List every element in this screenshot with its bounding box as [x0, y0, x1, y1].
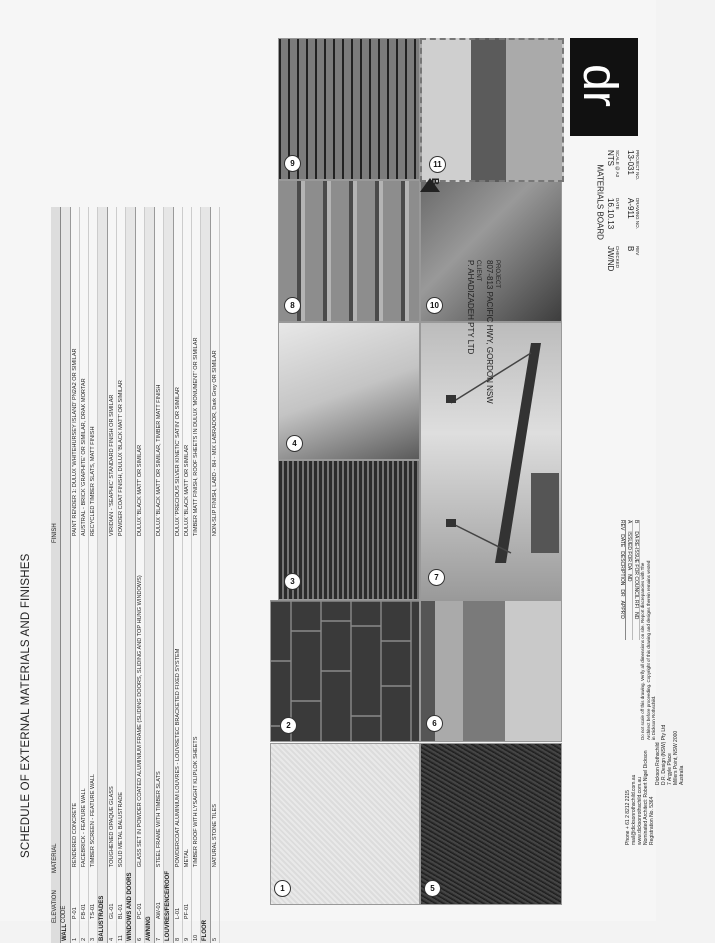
row-code: BL-01 [118, 904, 124, 920]
image-5-stone-texture [420, 743, 562, 905]
titleblock-field [602, 150, 620, 198]
contact-line: Nominated Architect: Robert Nigel Dickson [643, 750, 649, 845]
contact-block [625, 725, 685, 845]
schedule-row [108, 207, 117, 943]
row-number: 4 [109, 937, 115, 941]
schedule-row [71, 207, 80, 943]
firm-address-line: Millers Point, NSW 2000 [673, 730, 679, 785]
row-material: POWDERCOAT ALUMINIUM LOUVRES - LOUVRETEC BRACKETED FIXED SYSTEM [175, 648, 181, 868]
image-4-glass-balustrade [278, 322, 420, 460]
image-number-badge: 8 [285, 298, 300, 313]
image-2-facebrick [270, 600, 420, 742]
client-label: CLIENT [475, 260, 481, 282]
revision-row [633, 520, 640, 640]
field-label: DATE [615, 198, 620, 210]
row-code: L-01 [175, 907, 181, 920]
row-material: RENDERED CONCRETE [72, 802, 78, 868]
row-finish: DULUX 'PRECIOUS SILVER KINETIC' SATIN' OR SIMILAR [175, 387, 181, 537]
firm-address-line: Australia [679, 765, 685, 785]
fields-block [600, 150, 640, 300]
project-block [440, 260, 500, 460]
contact-line: Phone + 61 2 8212 2215 [625, 790, 631, 845]
schedule-section-heading: AWNING [145, 207, 155, 943]
row-material: FACEBRICK - FEATURE WALL [81, 788, 87, 868]
schedule-title: SCHEDULE OF EXTERNAL MATERIALS AND FINISHES [20, 553, 32, 858]
row-number: 3 [90, 937, 96, 941]
schedule-section-heading: WINDOWS AND DOORS [126, 207, 136, 943]
contact-line: mail@dicksonrothschild.com.au [631, 774, 637, 845]
titleblock-field [602, 246, 620, 294]
row-number: 5 [212, 937, 218, 941]
row-finish: DULUX 'BLACK MATT' OR SIMILAR [184, 444, 190, 537]
row-finish: TIMBER MATT FINISH, ROOF SHEETS IN DULUX 'MONUMENT' OR SIMILAR [193, 337, 199, 537]
schedule-row [136, 207, 145, 943]
sheet-title: MATERIALS BOARD [595, 164, 605, 240]
image-3-timber-screen [278, 460, 420, 600]
schedule-row [192, 207, 201, 943]
image-8-louvres [278, 180, 420, 322]
image-number-badge: 2 [281, 718, 296, 733]
firm-address-line: D.R. Design (NSW) Pty Ltd [661, 724, 667, 785]
row-finish: POWDER COAT FINISH, DULUX 'BLACK MATT' OR SIMILAR [118, 380, 124, 537]
revision-header-cell: DR [619, 589, 625, 597]
row-code: AW-01 [156, 902, 162, 920]
row-finish: DULUX 'BLACK MATT' OR SIMILAR, TIMBER MATT FINISH [156, 384, 162, 537]
image-6-glazed-shopfront [420, 600, 562, 742]
row-number: 11 [118, 935, 124, 941]
schedule-row [174, 207, 183, 943]
client-value: P. AHADIZADEH PTY LTD [466, 260, 475, 355]
schedule-section-heading: BALUSTRADES [98, 207, 108, 943]
row-material: SOLID METAL BALUSTRADE [118, 791, 124, 868]
row-code: GL-01 [109, 903, 115, 920]
row-number: 7 [156, 937, 162, 941]
schedule-row [89, 207, 98, 943]
field-label: DRAWING NO. [635, 198, 640, 229]
field-label: CHECKED [615, 246, 620, 269]
row-code: FB-01 [81, 903, 87, 920]
field-label: PROJECT NO. [635, 150, 640, 181]
revisions-header [619, 520, 626, 640]
revisions-table [600, 520, 640, 640]
firm-name: Dickson Rothschild [655, 742, 661, 785]
row-number: 1 [72, 937, 78, 941]
titleblock-field [622, 246, 640, 294]
schedule-body [61, 207, 220, 943]
schedule-section-heading: WALL [61, 207, 71, 943]
row-code [192, 869, 200, 921]
row-material: METAL [184, 848, 190, 868]
row-code: P-01 [72, 907, 78, 920]
row-finish: AUSTRAL - BRICK 'GRAPHITE' OR SIMILAR, DRAK MORTAR [81, 378, 87, 537]
schedule-row [155, 207, 164, 943]
image-number-badge: 6 [427, 716, 442, 731]
revision-cell: B [633, 520, 639, 524]
field-value: A-911 [626, 198, 635, 219]
row-code [211, 869, 219, 921]
field-value: B [626, 246, 635, 252]
schedule-section-heading: FLOOR [201, 207, 211, 943]
schedule-section-heading: LOUVRES/FENCE/ROOF [164, 207, 174, 943]
image-number-badge: 3 [285, 574, 300, 589]
row-number: 2 [81, 937, 87, 941]
revision-cell: DA RE-ISSUE FOR COUNCIL RFI [633, 531, 639, 609]
logo-text: dr [572, 64, 626, 107]
schedule-row [80, 207, 89, 943]
revision-header-cell: APPR'D [619, 600, 625, 619]
row-material: STEEL FRAME WITH TIMBER SLATS [156, 771, 162, 868]
image-number-badge: 10 [427, 298, 442, 313]
col-finish-header: FINISH [52, 523, 58, 543]
row-material: TOUGHENED OPAQUE GLASS [109, 786, 115, 868]
contact-line: Registration No. 5364 [649, 796, 655, 845]
section-marker-label: B [429, 177, 441, 186]
project-value: 807-813 PACIFIC HWY, GORDON NSW [485, 260, 494, 404]
revision-cell: A [626, 520, 632, 524]
row-material: NATURAL STONE TILES [212, 803, 218, 868]
image-1-stone-tiles [270, 743, 420, 905]
field-value: JW/ND [606, 246, 615, 272]
field-label: SCALE @ A3 [615, 150, 620, 178]
image-number-badge: 4 [287, 436, 302, 451]
image-number-badge: 9 [285, 156, 300, 171]
image-number-badge: 5 [425, 881, 440, 896]
row-finish: RECYCLED TIMBER SLATS, MATT FINISH [90, 426, 96, 537]
revision-cell: ND [626, 574, 632, 582]
image-11-metal-balustrade [420, 38, 564, 182]
field-value: 13-031 [626, 150, 635, 175]
revision-cell: ND [633, 612, 639, 620]
field-value: NTS [606, 150, 615, 166]
row-code: TS-01 [90, 903, 96, 920]
field-label: REV [635, 246, 640, 256]
revision-cell: ISSUED FOR DA [626, 531, 632, 571]
schedule-row [117, 207, 126, 943]
row-code: PF-01 [184, 903, 190, 920]
row-finish: DULUX 'BLACK MATT' OR SIMILAR [137, 444, 143, 537]
titleblock-field [622, 150, 640, 198]
project-label: PROJECT [494, 260, 500, 289]
row-number: 9 [184, 937, 190, 941]
revision-row [626, 520, 633, 640]
titleblock-field [622, 198, 640, 246]
col-code-header: ELEVATION CODE [52, 890, 67, 923]
row-number: 6 [137, 937, 143, 941]
schedule-row [183, 207, 192, 943]
revision-header-cell: REV [619, 520, 625, 531]
firm-address-line: 7 Argyle Place [667, 753, 673, 785]
image-9-metal-fence [278, 38, 420, 180]
row-finish: PAINT RENDER 1: DULUX 'WHITEHURSEY ISLAND' PN2A2 OR SIMILAR [72, 348, 78, 537]
revision-header-cell: DESCRIPTION [619, 551, 625, 586]
row-finish: NON-SLIP FINISH, LABD - 8H - MIX LABRADOR, Dark Grey OR SIMILAR [212, 350, 218, 537]
row-number: 8 [175, 937, 181, 941]
row-code: PC-01 [137, 903, 143, 920]
row-number: 10 [193, 934, 199, 941]
drawing-notes: Do not scale off this drawing. Verify all dimensions on site. Report discrepancies with The Architect before proceeding. Copyright of this drawing and designs therein remains vested in Dickson Rothschild. [640, 560, 656, 740]
contact-line: www.dicksonrothschild.com.au [637, 776, 643, 845]
row-material: TIMBER ROOF WITH LYSAGHT KLIPLOK SHEETS [193, 736, 199, 868]
schedule-row [211, 207, 220, 943]
image-number-badge: 11 [430, 157, 445, 172]
row-material: TIMBER SCREEN - FEATURE WALL [90, 773, 96, 868]
row-material: GLASS SET IN POWDER COATED ALUMINIUM FRAME (SLIDING DOORS, SLIDING AND TOP HUNG WINDOWS) [137, 575, 143, 868]
schedule-table [51, 207, 261, 943]
firm-logo [570, 38, 638, 136]
image-number-badge: 7 [429, 570, 444, 585]
field-value: 16.10.13 [606, 198, 615, 230]
col-material-header: MATERIAL [52, 843, 58, 873]
revision-header-cell: DATE [619, 534, 625, 548]
titleblock-field [602, 198, 620, 246]
row-finish: VIRIDIAN - 'SEAPHIC' STANDARD FINISH OR SIMILAR [109, 394, 115, 537]
image-number-badge: 1 [275, 881, 290, 896]
